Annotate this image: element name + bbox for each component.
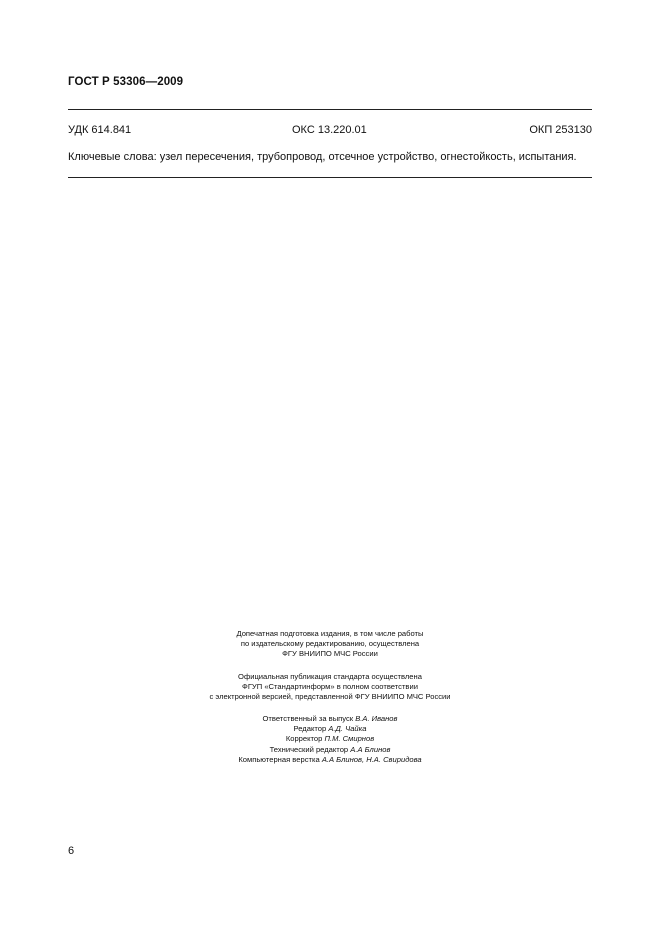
credit-name: А.А Блинов bbox=[350, 744, 391, 754]
credit-editor bbox=[68, 724, 592, 734]
credit-role: Корректор bbox=[285, 734, 323, 744]
keywords-line: Ключевые слова: узел пересечения, трубопровод, отсечное устройство, огнестойкость, испытания. bbox=[68, 151, 577, 163]
credit-technical-editor bbox=[68, 745, 592, 755]
bottom-divider bbox=[68, 177, 592, 178]
imprint-line: Официальная публикация стандарта осуществлена bbox=[238, 672, 422, 681]
credit-proofreader bbox=[68, 734, 592, 744]
credit-name: П.М. Смирнов bbox=[324, 734, 375, 744]
imprint-line: ФГУ ВНИИПО МЧС России bbox=[282, 649, 378, 659]
page-number: 6 bbox=[68, 845, 75, 857]
imprint-line: по издательскому редактированию, осуществлена bbox=[240, 639, 420, 649]
imprint-preparation bbox=[68, 629, 592, 660]
top-divider bbox=[68, 109, 592, 110]
imprint-publication bbox=[68, 672, 592, 703]
credit-role: Редактор bbox=[293, 724, 327, 734]
credit-name: В.А. Иванов bbox=[355, 714, 398, 723]
imprint-line: Допечатная подготовка издания, в том числе работы bbox=[236, 629, 424, 638]
credit-role: Технический редактор bbox=[269, 744, 349, 754]
imprint-line: с электронной версией, представленной ФГУ ВНИИПО МЧС России bbox=[209, 692, 451, 702]
credit-name: А.А Блинов, Н.А. Свиридова bbox=[321, 754, 422, 764]
credit-layout bbox=[68, 755, 592, 765]
imprint-credits bbox=[68, 714, 592, 765]
imprint-line: ФГУП «Стандартинформ» в полном соответствии bbox=[242, 682, 418, 692]
oks-code: ОКС 13.220.01 bbox=[292, 124, 367, 136]
credit-responsible bbox=[68, 714, 592, 724]
okp-code: ОКП 253130 bbox=[529, 124, 592, 136]
credit-role: Ответственный за выпуск bbox=[262, 714, 354, 723]
credit-name: А.Д. Чайка bbox=[328, 724, 367, 734]
document-code: ГОСТ Р 53306—2009 bbox=[68, 76, 184, 88]
credit-role: Компьютерная верстка bbox=[238, 754, 320, 764]
udk-code: УДК 614.841 bbox=[68, 124, 132, 136]
